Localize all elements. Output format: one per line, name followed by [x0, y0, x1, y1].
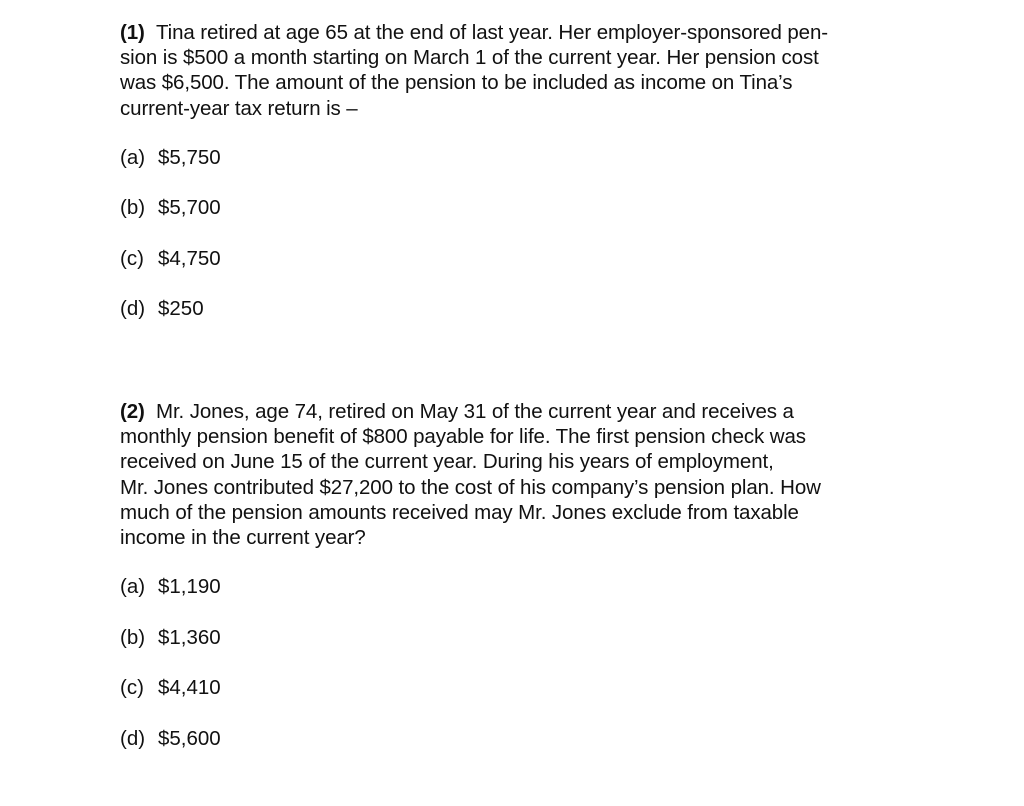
- option-letter: (b): [120, 625, 146, 649]
- option-letter: (a): [120, 145, 146, 169]
- question-2-line-2: monthly pension benefit of $800 payable for life. The first pension check was: [120, 425, 806, 449]
- option-value: $250: [158, 297, 204, 321]
- question-1-line-2: sion is $500 a month starting on March 1 of the current year. Her pension cost: [120, 46, 819, 70]
- question-2-option-c[interactable]: [120, 675, 900, 700]
- question-2-option-d[interactable]: [120, 726, 900, 751]
- question-2-line-6: income in the current year?: [120, 526, 366, 550]
- question-2-option-b[interactable]: [120, 625, 900, 650]
- question-1-line-3: was $6,500. The amount of the pension to be included as income on Tina’s: [120, 71, 793, 95]
- question-2-line-3: received on June 15 of the current year. During his years of employment,: [120, 450, 774, 474]
- question-2-line-1: [120, 399, 900, 424]
- option-letter: (a): [120, 575, 146, 599]
- question-2: [120, 399, 900, 776]
- option-letter: (c): [120, 246, 144, 270]
- option-value: $4,750: [158, 246, 221, 270]
- option-letter: (b): [120, 196, 146, 220]
- question-1-line-4: current-year tax return is –: [120, 96, 358, 120]
- question-2-stem: [120, 399, 900, 550]
- question-2-line-4: Mr. Jones contributed $27,200 to the cost of his company’s pension plan. How: [120, 475, 821, 499]
- question-1-option-b[interactable]: [120, 195, 900, 220]
- option-letter: (d): [120, 726, 146, 750]
- question-1-number: (1): [120, 21, 145, 44]
- question-1: [120, 20, 900, 347]
- option-value: $5,600: [158, 726, 221, 750]
- question-1-option-a[interactable]: [120, 145, 900, 170]
- option-value: $1,190: [158, 575, 221, 599]
- option-value: $4,410: [158, 676, 221, 700]
- question-1-option-c[interactable]: [120, 246, 900, 271]
- option-value: $5,750: [158, 145, 221, 169]
- question-2-number: (2): [120, 400, 145, 423]
- option-value: $5,700: [158, 196, 221, 220]
- question-1-options: [120, 145, 900, 322]
- question-1-line-1: [120, 20, 900, 45]
- option-value: $1,360: [158, 625, 221, 649]
- question-2-option-a[interactable]: [120, 574, 900, 599]
- question-2-options: [120, 574, 900, 751]
- question-1-option-d[interactable]: [120, 296, 900, 321]
- option-letter: (d): [120, 297, 146, 321]
- question-2-line-1-text: Mr. Jones, age 74, retired on May 31 of the current year and receives a: [155, 400, 794, 423]
- option-letter: (c): [120, 676, 144, 700]
- question-1-stem: [120, 20, 900, 121]
- question-1-line-1-text: Tina retired at age 65 at the end of last year. Her employer-sponsored pen-: [155, 21, 829, 44]
- question-2-line-5: much of the pension amounts received may Mr. Jones exclude from taxable: [120, 500, 799, 524]
